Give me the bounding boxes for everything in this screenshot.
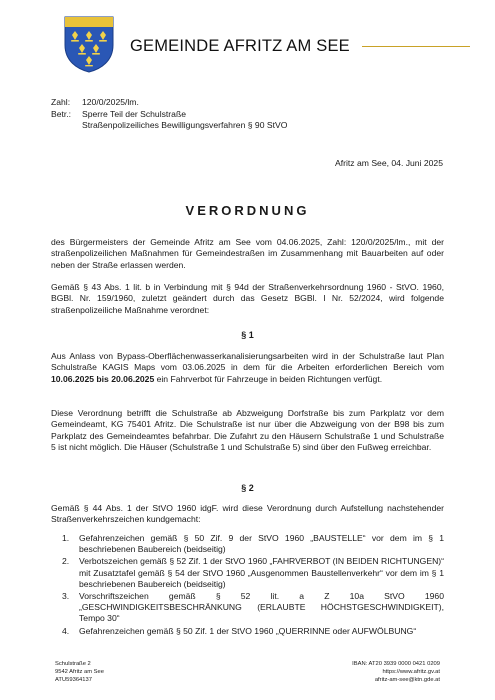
date-place: Afritz am See, 04. Juni 2025 [335, 158, 443, 168]
footer-city: 9542 Afritz am See [55, 669, 104, 676]
footer-website-link[interactable]: https://www.afritz.gv.at [382, 669, 440, 676]
list-item: 3. Vorschriftszeichen gemäß § 52 lit. a Z 10a StVO 1960 „GESCHWINDIGKEITSBESCHRÄNKUNG (ERLAUBTE HÖCHSTGESCHWINDIGKEIT), Tempo 30“ [62, 591, 444, 624]
municipal-coat-of-arms-icon [63, 15, 115, 73]
footer-contact [352, 660, 440, 685]
section-1-paragraph-2: Diese Verordnung betrifft die Schulstraße ab Abzweigung Dorfstraße bis zum Parkplatz vor dem Gemeindeamt, KG 75401 Afritz. Die Schulstraße ist nur über die Abzweigung von der B98 bis zum Parkplatz des Gemeindeamtes befahrbar. Die Zufahrt zu den Häusern Schulstraße 1 und Schulstraße 5 ist nicht möglich. Die Häuser (Schulstraße 1 und Schulstraße 5) sind über den Fußweg erreichbar. [51, 408, 444, 452]
list-item: 2. Verbotszeichen gemäß § 52 Zif. 1 der StVO 1960 „FAHRVERBOT (IN BEIDEN RICHTUNGEN)“ mit Zusatztafel gemäß § 54 der StVO 1960 „Ausgenommen Baustellenverkehr“ vor dem im § 1 beschriebenen Baubereich (beidseitig) [62, 556, 444, 589]
footer-street: Schulstraße 2 [55, 661, 91, 667]
list-item: 1. Gefahrenzeichen gemäß § 50 Zif. 9 der StVO 1960 „BAUSTELLE“ vor dem im § 1 beschriebenen Baubereich (beidseitig) [62, 533, 444, 555]
reference-number-label: Zahl: [51, 97, 71, 107]
subject-label: Betr.: [51, 108, 72, 119]
section-2-intro: Gemäß § 44 Abs. 1 der StVO 1960 idgF. wird diese Verordnung durch Aufstellung nachstehender Straßenverkehrszeichen kundgemacht: [51, 503, 444, 525]
document-title: VERORDNUNG [185, 203, 310, 218]
closure-start-date: 10.06.2025 [51, 373, 95, 384]
section-1-heading: § 1 [241, 330, 254, 340]
organization-name: GEMEINDE AFRITZ AM SEE [130, 37, 350, 55]
footer-address [55, 660, 104, 685]
subject-line-2: Straßenpolizeiliches Bewilligungsverfahren § 90 StVO [82, 120, 288, 130]
subject-row [51, 109, 287, 121]
reference-block [51, 97, 287, 132]
header-divider [362, 46, 470, 47]
list-item: 4. Gefahrenzeichen gemäß § 50 Zif. 1 der StVO 1960 „QUERRINNE oder AUFWÖLBUNG“ [62, 625, 417, 636]
reference-number-row [51, 97, 287, 109]
subject-row-2 [51, 120, 287, 132]
reference-number-value: 120/0/2025/lm. [82, 97, 139, 107]
section-2-heading: § 2 [241, 483, 254, 493]
subject-line-1: Sperre Teil der Schulstraße [82, 108, 186, 119]
traffic-sign-list [62, 533, 444, 638]
footer-vat-id: ATU59364137 [55, 677, 92, 684]
footer-email-link[interactable]: afritz-am-see@ktn.gde.at [374, 677, 440, 684]
closure-end-date: 20.06.2025 [111, 373, 155, 384]
legal-basis-paragraph: Gemäß § 43 Abs. 1 lit. b in Verbindung mit § 94d der Straßenverkehrsordnung 1960 - StVO. 1960, BGBl. Nr. 159/1960, zuletzt geändert durch das Gesetz BGBl. I Nr. 52/2024, wird folgende straßenpolizeiliche Maßnahme verordnet: [51, 282, 444, 315]
section-1-paragraph-1: Aus Anlass von Bypass-Oberflächenwasserkanalisierungsarbeiten wird in der Schulstraße laut Plan Schulstraße KAGIS Maps vom 03.06.2025 in dem für die Arbeiten erforderlichen Bereich vom 10.06.2025 bis 20.06.2025 ein Fahrverbot für Fahrzeuge in beiden Richtungen verfügt. [51, 351, 444, 384]
intro-paragraph: des Bürgermeisters der Gemeinde Afritz am See vom 04.06.2025, Zahl: 120/0/2025/lm., mit der straßenpolizeilichen Maßnahmen für Gemeindestraßen im Zusammenhang mit Bauarbeiten auf oder neben der Straße erlassen werden. [51, 237, 444, 270]
footer-iban: IBAN: AT20 3939 0000 0421 0209 [352, 661, 440, 667]
